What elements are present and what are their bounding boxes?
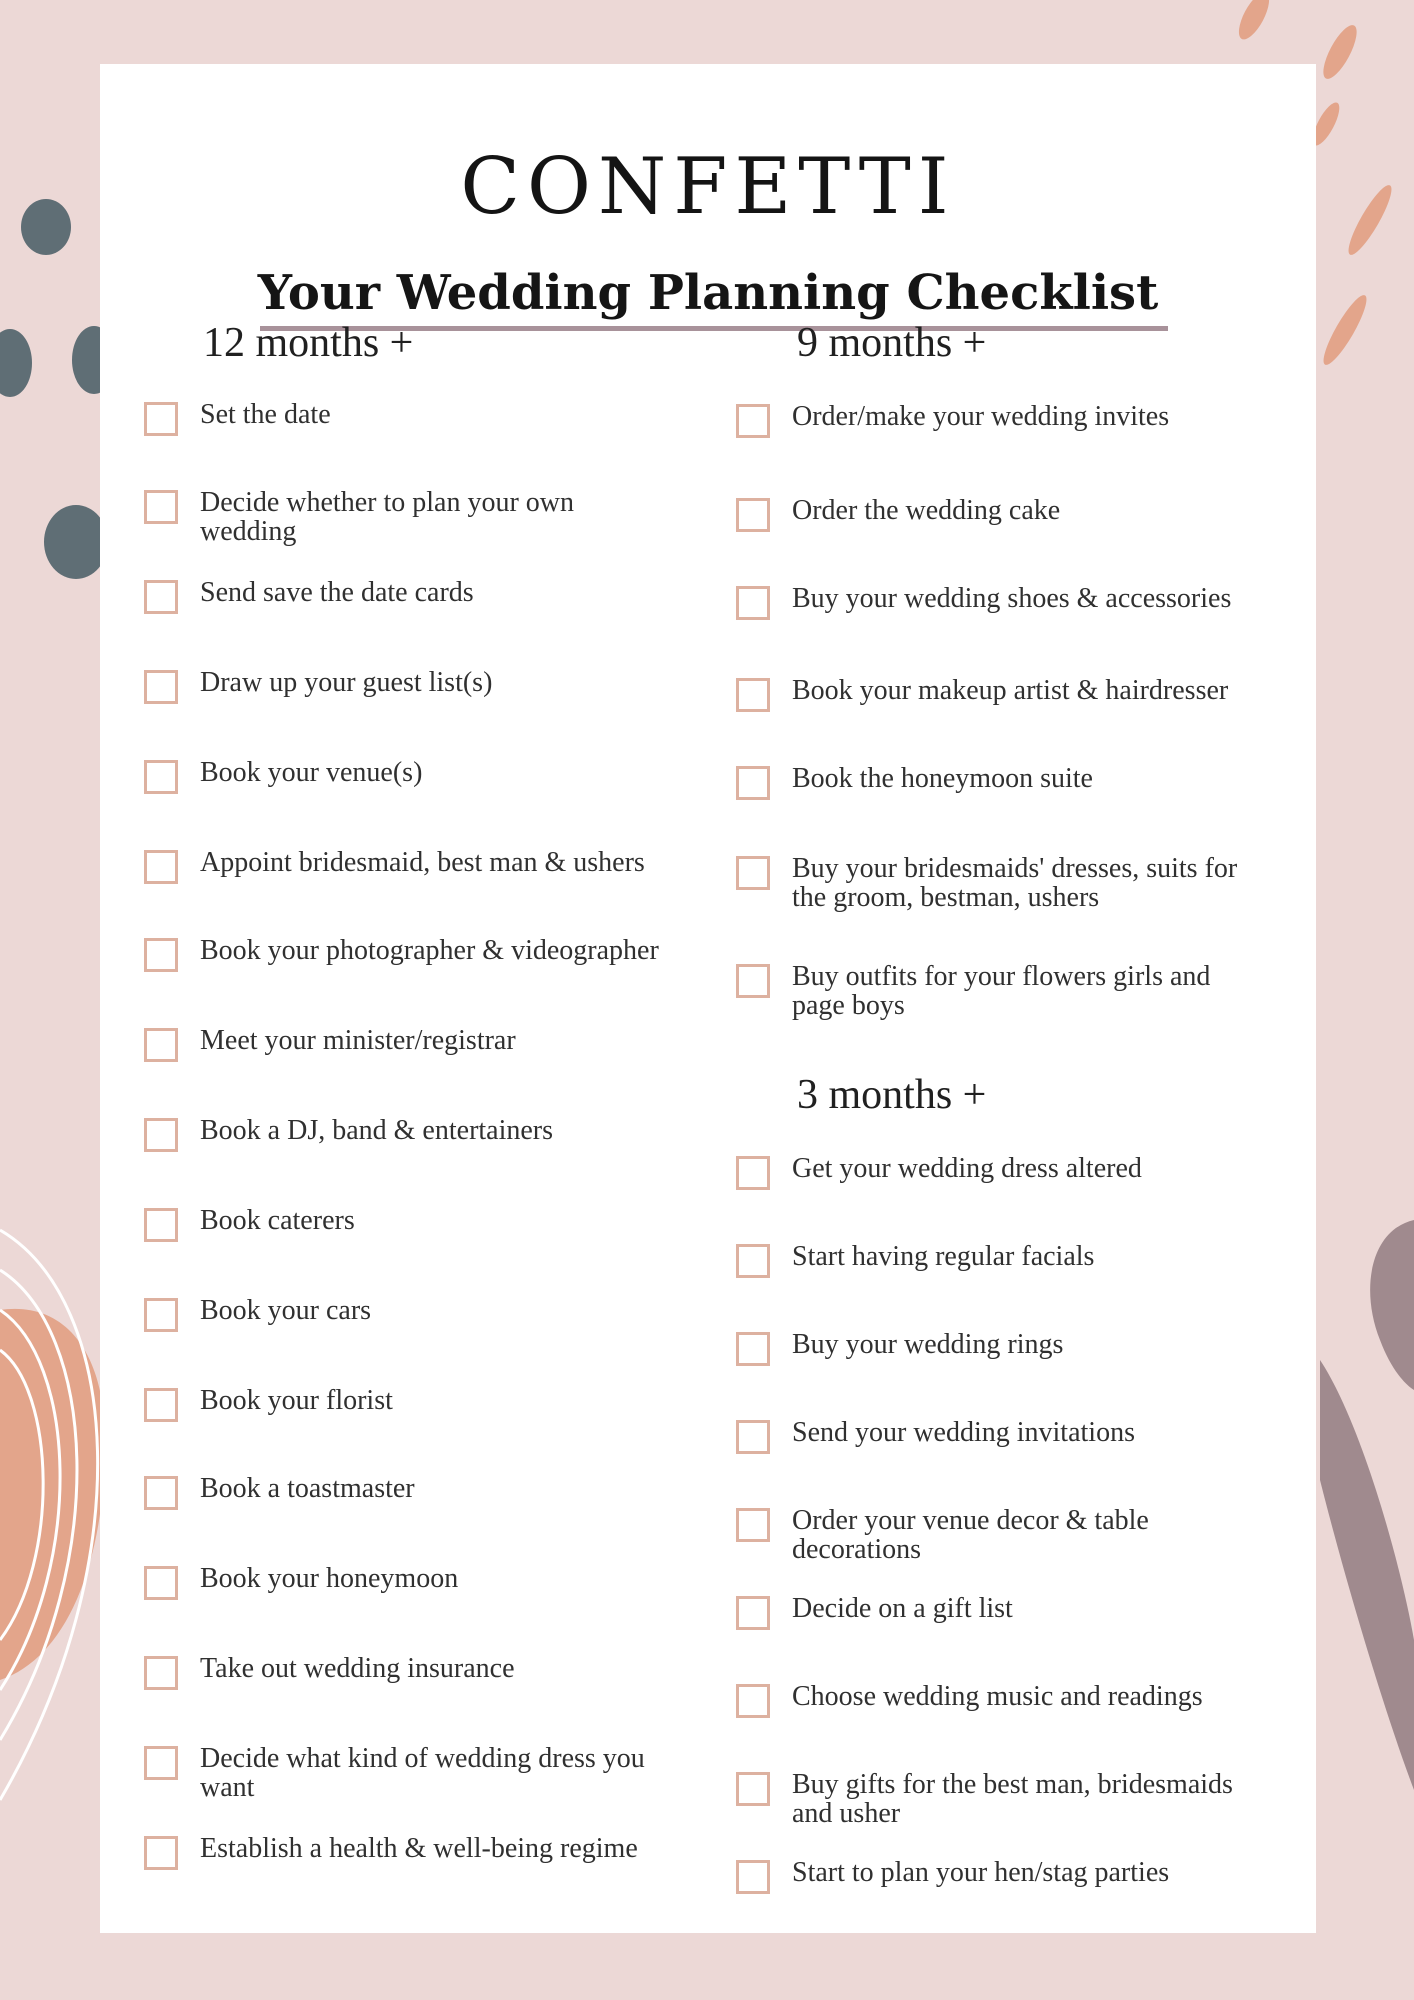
checklist-item bbox=[144, 1473, 664, 1536]
checkbox[interactable] bbox=[144, 1028, 178, 1062]
checkbox[interactable] bbox=[736, 1156, 770, 1190]
checkbox[interactable] bbox=[144, 938, 178, 972]
checkbox[interactable] bbox=[736, 1508, 770, 1542]
checkbox[interactable] bbox=[736, 856, 770, 890]
slate-dot-decoration bbox=[0, 329, 32, 397]
checklist-item-label: Send save the date cards bbox=[200, 577, 474, 608]
checkbox[interactable] bbox=[144, 1388, 178, 1422]
checkbox[interactable] bbox=[736, 964, 770, 998]
checklist-item-label: Meet your minister/registrar bbox=[200, 1025, 516, 1056]
checklist-item-label: Buy your wedding rings bbox=[792, 1329, 1064, 1360]
checklist-item-label: Order the wedding cake bbox=[792, 495, 1061, 526]
checklist-item bbox=[736, 1857, 1256, 1920]
slate-dot-decoration bbox=[21, 199, 71, 255]
section-title: 9 months + bbox=[797, 320, 987, 366]
checklist-item-label: Decide whether to plan your own wedding bbox=[200, 487, 574, 547]
checkbox[interactable] bbox=[144, 760, 178, 794]
checkbox[interactable] bbox=[144, 670, 178, 704]
checklist-item bbox=[736, 961, 1256, 1024]
checklist-item bbox=[144, 399, 664, 462]
checklist-item bbox=[144, 1025, 664, 1088]
checklist-item-label: Order/make your wedding invites bbox=[792, 401, 1170, 432]
checkbox[interactable] bbox=[144, 402, 178, 436]
checklist-item-label: Book the honeymoon suite bbox=[792, 763, 1093, 794]
checklist-item-label: Get your wedding dress altered bbox=[792, 1153, 1142, 1184]
checkbox[interactable] bbox=[736, 498, 770, 532]
checkbox[interactable] bbox=[736, 1772, 770, 1806]
checklist-item-label: Choose wedding music and readings bbox=[792, 1681, 1203, 1712]
checklist-item-label: Start to plan your hen/stag parties bbox=[792, 1857, 1170, 1888]
checklist-item bbox=[144, 757, 664, 820]
checklist-item-label: Buy your wedding shoes & accessories bbox=[792, 583, 1232, 614]
checklist-item bbox=[144, 1115, 664, 1178]
checkbox[interactable] bbox=[144, 1208, 178, 1242]
checklist-item-label: Buy outfits for your flowers girls and page boys bbox=[792, 961, 1211, 1021]
checkbox[interactable] bbox=[736, 1420, 770, 1454]
checklist-item-label: Start having regular facials bbox=[792, 1241, 1095, 1272]
checkbox[interactable] bbox=[144, 1746, 178, 1780]
checklist-item bbox=[144, 577, 664, 640]
checklist-item bbox=[144, 1833, 664, 1896]
checklist-item-label: Order your venue decor & table decorations bbox=[792, 1505, 1149, 1565]
checklist-item-label: Decide what kind of wedding dress you want bbox=[200, 1743, 645, 1803]
checkbox[interactable] bbox=[144, 580, 178, 614]
checklist-item bbox=[736, 1153, 1256, 1216]
checkbox[interactable] bbox=[736, 1596, 770, 1630]
checklist-item-label: Take out wedding insurance bbox=[200, 1653, 515, 1684]
mauve-brush-decoration bbox=[1320, 1360, 1414, 1790]
checklist-item bbox=[144, 1205, 664, 1268]
checklist-item bbox=[736, 1417, 1256, 1480]
slate-dot-decoration bbox=[44, 505, 108, 579]
checklist-item-label: Book your florist bbox=[200, 1385, 393, 1416]
checklist-item-label: Book your makeup artist & hairdresser bbox=[792, 675, 1229, 706]
checkbox[interactable] bbox=[144, 1476, 178, 1510]
checkbox[interactable] bbox=[736, 1684, 770, 1718]
checklist-item-label: Book caterers bbox=[200, 1205, 355, 1236]
checklist-item-label: Book your photographer & videographer bbox=[200, 935, 659, 966]
checkbox[interactable] bbox=[736, 586, 770, 620]
checkbox[interactable] bbox=[144, 1656, 178, 1690]
checklist-card bbox=[100, 64, 1316, 1933]
checkbox[interactable] bbox=[736, 766, 770, 800]
checkbox[interactable] bbox=[144, 1566, 178, 1600]
checkbox[interactable] bbox=[144, 1118, 178, 1152]
checklist-item bbox=[144, 935, 664, 998]
checklist-item bbox=[736, 1329, 1256, 1392]
checkbox[interactable] bbox=[144, 1836, 178, 1870]
checklist-item-label: Book a toastmaster bbox=[200, 1473, 415, 1504]
checklist-item-label: Send your wedding invitations bbox=[792, 1417, 1135, 1448]
checklist-item bbox=[736, 853, 1256, 916]
checklist-item-label: Buy gifts for the best man, bridesmaids and usher bbox=[792, 1769, 1233, 1829]
checklist-item bbox=[736, 1593, 1256, 1656]
checklist-item bbox=[736, 1241, 1256, 1304]
checklist-item bbox=[144, 847, 664, 910]
checklist-item-label: Buy your bridesmaids' dresses, suits for the groom, bestman, ushers bbox=[792, 853, 1238, 913]
section-title: 3 months + bbox=[797, 1072, 987, 1118]
checklist-item bbox=[736, 675, 1256, 738]
checkbox[interactable] bbox=[144, 1298, 178, 1332]
brand-logo-text: CONFETTI bbox=[460, 142, 956, 232]
checklist-item-label: Book your venue(s) bbox=[200, 757, 423, 788]
checklist-item bbox=[144, 1385, 664, 1448]
checkbox[interactable] bbox=[736, 404, 770, 438]
checklist-item bbox=[144, 487, 664, 550]
checklist-item bbox=[144, 1563, 664, 1626]
checkbox[interactable] bbox=[736, 1332, 770, 1366]
checklist-item bbox=[736, 1505, 1256, 1568]
checklist-item bbox=[144, 667, 664, 730]
checklist-item-label: Draw up your guest list(s) bbox=[200, 667, 493, 698]
checklist-item bbox=[736, 1681, 1256, 1744]
checkbox[interactable] bbox=[736, 1860, 770, 1894]
checkbox[interactable] bbox=[736, 1244, 770, 1278]
checklist-item-label: Book your cars bbox=[200, 1295, 372, 1326]
checklist-item-label: Decide on a gift list bbox=[792, 1593, 1013, 1624]
checklist-item-label: Set the date bbox=[200, 399, 331, 430]
checkbox[interactable] bbox=[736, 678, 770, 712]
checklist-item bbox=[144, 1653, 664, 1716]
checklist-item-label: Appoint bridesmaid, best man & ushers bbox=[200, 847, 645, 878]
checklist-item bbox=[144, 1743, 664, 1806]
checklist-item bbox=[736, 763, 1256, 826]
section-title: 12 months + bbox=[203, 320, 414, 366]
checklist-item bbox=[736, 401, 1256, 464]
checklist-item bbox=[736, 583, 1256, 646]
checklist-item-label: Book a DJ, band & entertainers bbox=[200, 1115, 554, 1146]
mauve-brush-decoration bbox=[1370, 1220, 1414, 1390]
checklist-item bbox=[144, 1295, 664, 1358]
checkbox[interactable] bbox=[144, 850, 178, 884]
checklist-item-label: Establish a health & well-being regime bbox=[200, 1833, 638, 1864]
checklist-item bbox=[736, 495, 1256, 558]
page-title: Your Wedding Planning Checklist bbox=[257, 265, 1159, 321]
checklist-item-label: Book your honeymoon bbox=[200, 1563, 459, 1594]
checkbox[interactable] bbox=[144, 490, 178, 524]
checklist-item bbox=[736, 1769, 1256, 1832]
